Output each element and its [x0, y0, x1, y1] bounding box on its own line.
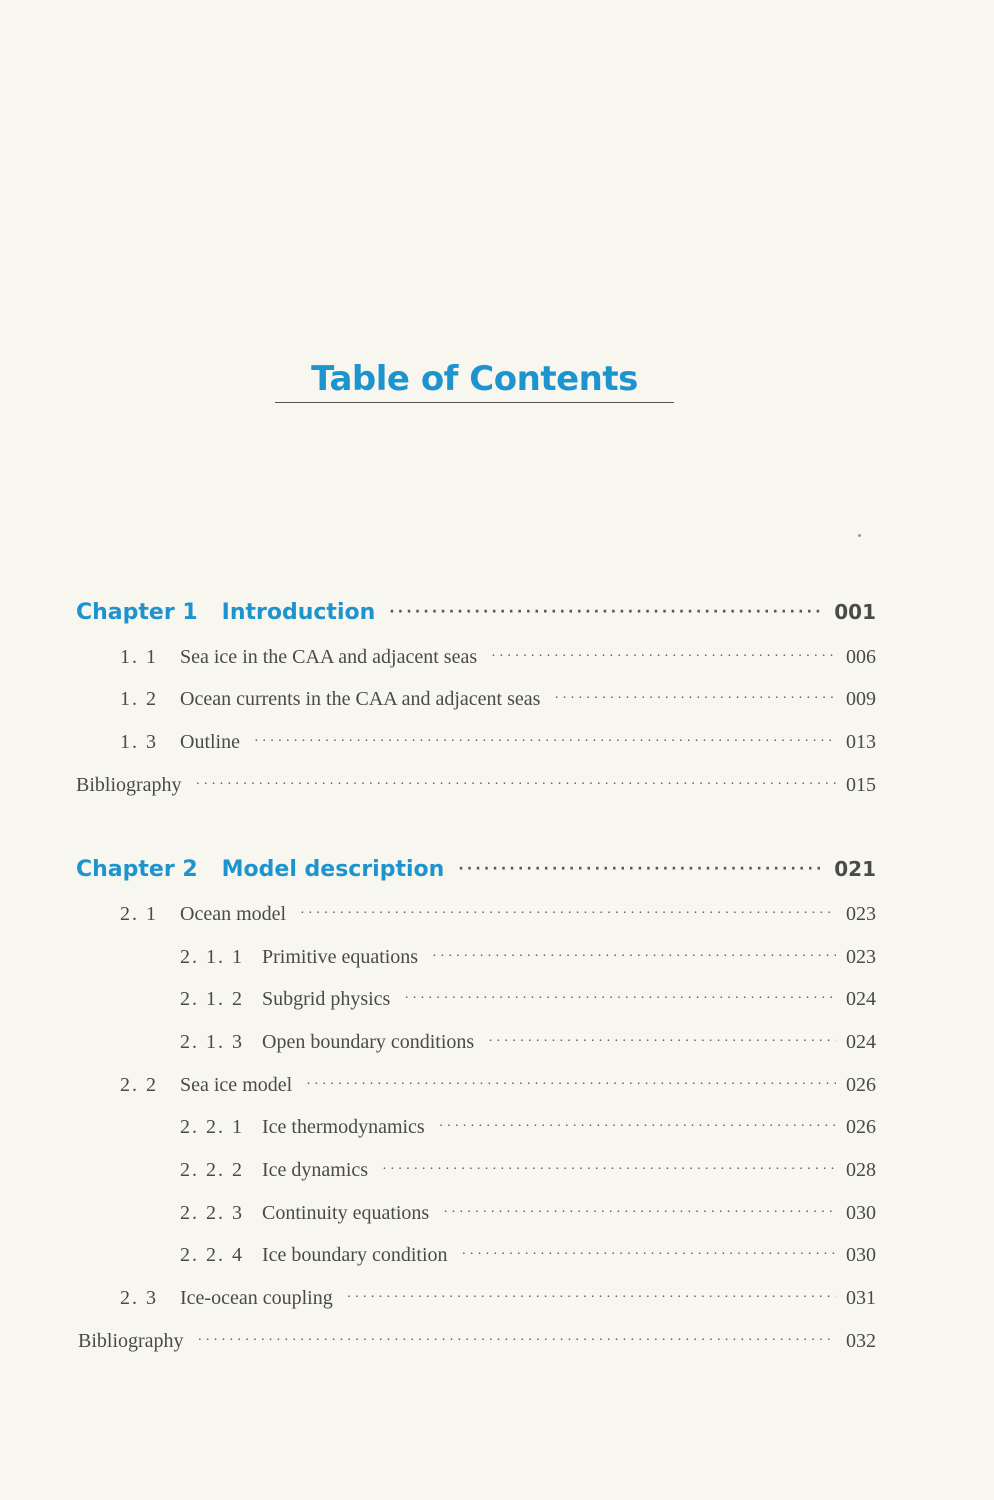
entry-title: Ice-ocean coupling — [180, 1287, 333, 1309]
entry-page: 024 — [846, 1031, 876, 1053]
entry-number: 2. 3 — [120, 1287, 158, 1309]
entry-page: 023 — [846, 946, 876, 968]
page-title: Table of Contents — [311, 359, 638, 399]
toc-entry-section[interactable] — [120, 688, 876, 711]
entry-page: 024 — [846, 988, 876, 1010]
entry-number: 2. 2. 3 — [180, 1202, 244, 1224]
toc-entry-section[interactable] — [120, 646, 876, 669]
entry-number: 2. 1. 1 — [180, 946, 244, 968]
toc-entry-section[interactable] — [120, 1074, 876, 1097]
speck-mark — [858, 534, 861, 537]
toc-title-block — [275, 352, 674, 403]
toc-entry-bibliography[interactable] — [78, 1330, 876, 1353]
toc-entry-subsection[interactable] — [180, 1159, 876, 1182]
dot-leader — [462, 1247, 837, 1263]
dot-leader — [443, 1205, 836, 1221]
dot-leader — [300, 906, 836, 922]
entry-title: Model description — [221, 857, 445, 882]
entry-number: 1. 2 — [120, 688, 158, 710]
entry-number: Chapter 1 — [76, 600, 198, 625]
dot-leader — [382, 1162, 836, 1178]
entry-page: 001 — [834, 600, 876, 624]
entry-title: Bibliography — [76, 774, 182, 796]
entry-title: Continuity equations — [262, 1202, 430, 1224]
entry-number: 2. 2. 1 — [180, 1116, 244, 1138]
entry-page: 013 — [846, 731, 876, 753]
entry-number: 2. 1 — [120, 903, 158, 925]
toc-entry-bibliography[interactable] — [76, 774, 876, 797]
entry-page: 030 — [846, 1202, 876, 1224]
dot-leader — [254, 734, 836, 750]
entry-title: Ice boundary condition — [262, 1244, 448, 1266]
dot-leader — [432, 949, 836, 965]
entry-title: Subgrid physics — [262, 988, 391, 1010]
toc-entry-subsection[interactable] — [180, 988, 876, 1011]
entry-number: Chapter 2 — [76, 857, 198, 882]
entry-page: 023 — [846, 903, 876, 925]
toc-entry-subsection[interactable] — [180, 1116, 876, 1139]
toc-entry-subsection[interactable] — [180, 1202, 876, 1225]
dot-leader — [439, 1119, 836, 1135]
dot-leader — [306, 1077, 836, 1093]
entry-page: 028 — [846, 1159, 876, 1181]
entry-title: Bibliography — [78, 1330, 184, 1352]
dot-leader — [488, 1034, 836, 1050]
entry-title: Introduction — [221, 600, 376, 625]
entry-page: 026 — [846, 1116, 876, 1138]
dot-leader — [347, 1290, 836, 1306]
entry-page: 032 — [846, 1330, 876, 1352]
entry-title: Ocean model — [180, 903, 287, 925]
entry-title: Outline — [180, 731, 240, 753]
dot-leader — [554, 691, 836, 707]
dot-leader — [389, 604, 824, 620]
entry-page: 031 — [846, 1287, 876, 1309]
entry-number: 2. 2. 4 — [180, 1244, 244, 1266]
entry-page: 021 — [834, 857, 876, 881]
dot-leader — [404, 991, 836, 1007]
entry-title: Open boundary conditions — [262, 1031, 475, 1053]
dot-leader — [198, 1333, 836, 1349]
toc-entry-subsection[interactable] — [180, 946, 876, 969]
entry-number: 2. 1. 3 — [180, 1031, 244, 1053]
toc-entry-section[interactable] — [120, 731, 876, 754]
toc-entry-subsection[interactable] — [180, 1244, 876, 1267]
toc-entry-chapter-1[interactable] — [76, 600, 876, 625]
entry-title: Sea ice in the CAA and adjacent seas — [180, 646, 478, 668]
toc-entry-section[interactable] — [120, 1287, 876, 1310]
entry-page: 006 — [846, 646, 876, 668]
entry-page: 030 — [846, 1244, 876, 1266]
entry-number: 2. 1. 2 — [180, 988, 244, 1010]
entry-number: 1. 3 — [120, 731, 158, 753]
entry-page: 026 — [846, 1074, 876, 1096]
toc-entry-section[interactable] — [120, 903, 876, 926]
toc-entry-chapter-2[interactable] — [76, 857, 876, 882]
dot-leader — [196, 777, 836, 793]
entry-title: Sea ice model — [180, 1074, 293, 1096]
entry-title: Ice dynamics — [262, 1159, 369, 1181]
dot-leader — [491, 649, 836, 665]
entry-title: Ice thermodynamics — [262, 1116, 425, 1138]
entry-number: 1. 1 — [120, 646, 158, 668]
entry-title: Primitive equations — [262, 946, 419, 968]
entry-title: Ocean currents in the CAA and adjacent seas — [180, 688, 541, 710]
entry-page: 009 — [846, 688, 876, 710]
entry-page: 015 — [846, 774, 876, 796]
dot-leader — [458, 861, 824, 877]
entry-number: 2. 2 — [120, 1074, 158, 1096]
toc-entry-subsection[interactable] — [180, 1031, 876, 1054]
entry-number: 2. 2. 2 — [180, 1159, 244, 1181]
